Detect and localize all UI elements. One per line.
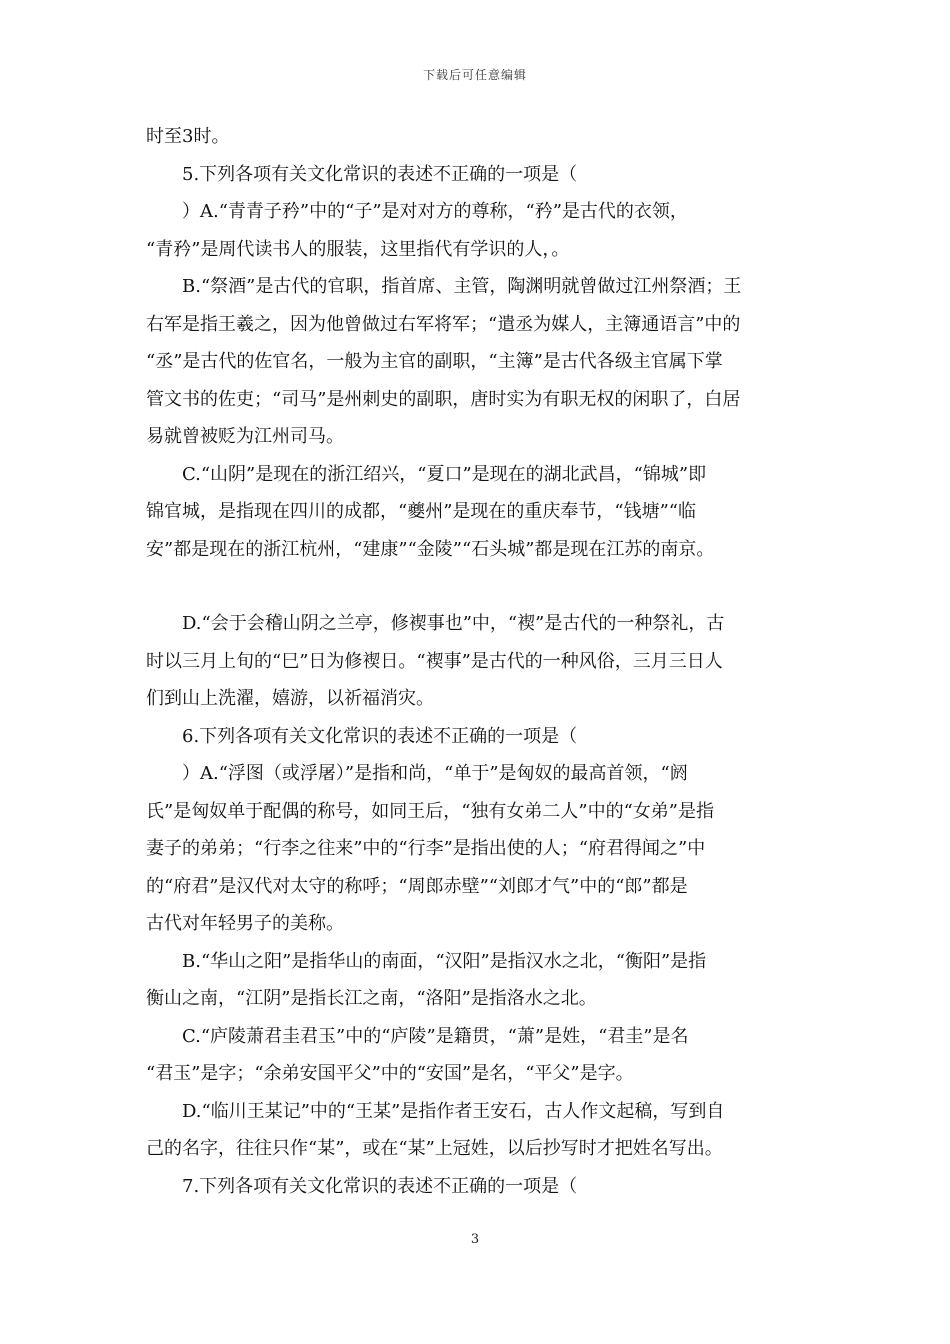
- question-5-option-c: C.“山阴”是现在的浙江绍兴，“夏口”是现在的湖北武昌，“锦城”即: [182, 463, 707, 485]
- question-6-stem: 6.下列各项有关文化常识的表述不正确的一项是（: [182, 725, 578, 747]
- question-6-option-d: D.“临川王某记”中的“王某”是指作者王安石，古人作文起稿，写到自: [182, 1100, 725, 1122]
- question-6-option-b: B.“华山之阳”是指华山的南面，“汉阳”是指汉水之北，“衡阳”是指: [182, 950, 707, 972]
- text-line: “君玉”是字；“余弟安国平父”中的“安国”是名，“平父”是字。: [146, 1063, 634, 1084]
- text-line: 衡山之南，“江阴”是指长江之南，“洛阳”是指洛水之北。: [146, 988, 597, 1009]
- text-line: 古代对年轻男子的美称。: [146, 913, 344, 934]
- question-6-option-c: C.“庐陵萧君圭君玉”中的“庐陵”是籍贯，“萧”是姓，“君圭”是名: [182, 1025, 689, 1047]
- text-line: 们到山上洗濯，嬉游，以祈福消灾。: [146, 688, 434, 709]
- document-body: [146, 118, 806, 1205]
- text-line: 时至3时。: [146, 126, 230, 147]
- text-line: 锦官城，是指现在四川的成都，“夔州”是现在的重庆奉节，“钱塘”“临: [146, 501, 697, 522]
- page-number: 3: [470, 1232, 480, 1247]
- blank-line: [146, 568, 806, 605]
- text-line: 管文书的佐吏；“司马”是州刺史的副职，唐时实为有职无权的闲职了，白居: [146, 388, 741, 410]
- text-line: 易就曾被贬为江州司马。: [146, 426, 344, 447]
- text-line: 氏”是匈奴单于配偶的称号，如同王后，“独有女弟二人”中的“女弟”是指: [146, 800, 715, 822]
- question-6-option-a: ）A.“浮图（或浮屠）”是指和尚，“单于”是匈奴的最高首领，“阏: [182, 763, 688, 784]
- text-line: 妻子的弟弟；“行李之往来”中的“行李”是指出使的人；“府君得闻之”中: [146, 838, 706, 859]
- text-line: “丞”是古代的佐官名，一般为主官的副职，“主簿”是古代各级主官属下掌: [146, 351, 723, 372]
- text-line: “青矜”是周代读书人的服装，这里指代有学识的人，。: [146, 238, 570, 260]
- question-5-option-b: B.“祭酒”是古代的官职，指首席、主管，陶渊明就曾做过江州祭酒；王: [182, 276, 742, 297]
- question-7-stem: 7.下列各项有关文化常识的表述不正确的一项是（: [182, 1175, 578, 1197]
- question-5-option-a: ）A.“青青子矜”中的“子”是对对方的尊称，“矜”是古代的衣领，: [182, 201, 688, 222]
- text-line: 时以三月上旬的“巳”日为修褉日。“褉事”是古代的一种风俗，三月三日人: [146, 650, 723, 672]
- page-header: 下载后可任意编辑: [422, 68, 527, 82]
- text-line: 己的名字，往往只作“某”，或在“某”上冠姓，以后抄写时才把姓名写出。: [146, 1138, 723, 1159]
- text-line: 的“府君”是汉代对太守的称呼；“周郎赤壁”“刘郎才气”中的“郎”都是: [146, 875, 688, 897]
- text-line: 安”都是现在的浙江杭州，“建康”“金陵”“石头城”都是现在江苏的南京。: [146, 538, 715, 560]
- text-line: 右军是指王羲之，因为他曾做过右军将军；“遣丞为媒人，主簿通语言”中的: [146, 313, 741, 335]
- question-5-option-d: D.“会于会稽山阴之兰亭，修褉事也”中，“褉”是古代的一种祭礼，古: [182, 613, 725, 634]
- question-5-stem: 5.下列各项有关文化常识的表述不正确的一项是（: [182, 163, 578, 185]
